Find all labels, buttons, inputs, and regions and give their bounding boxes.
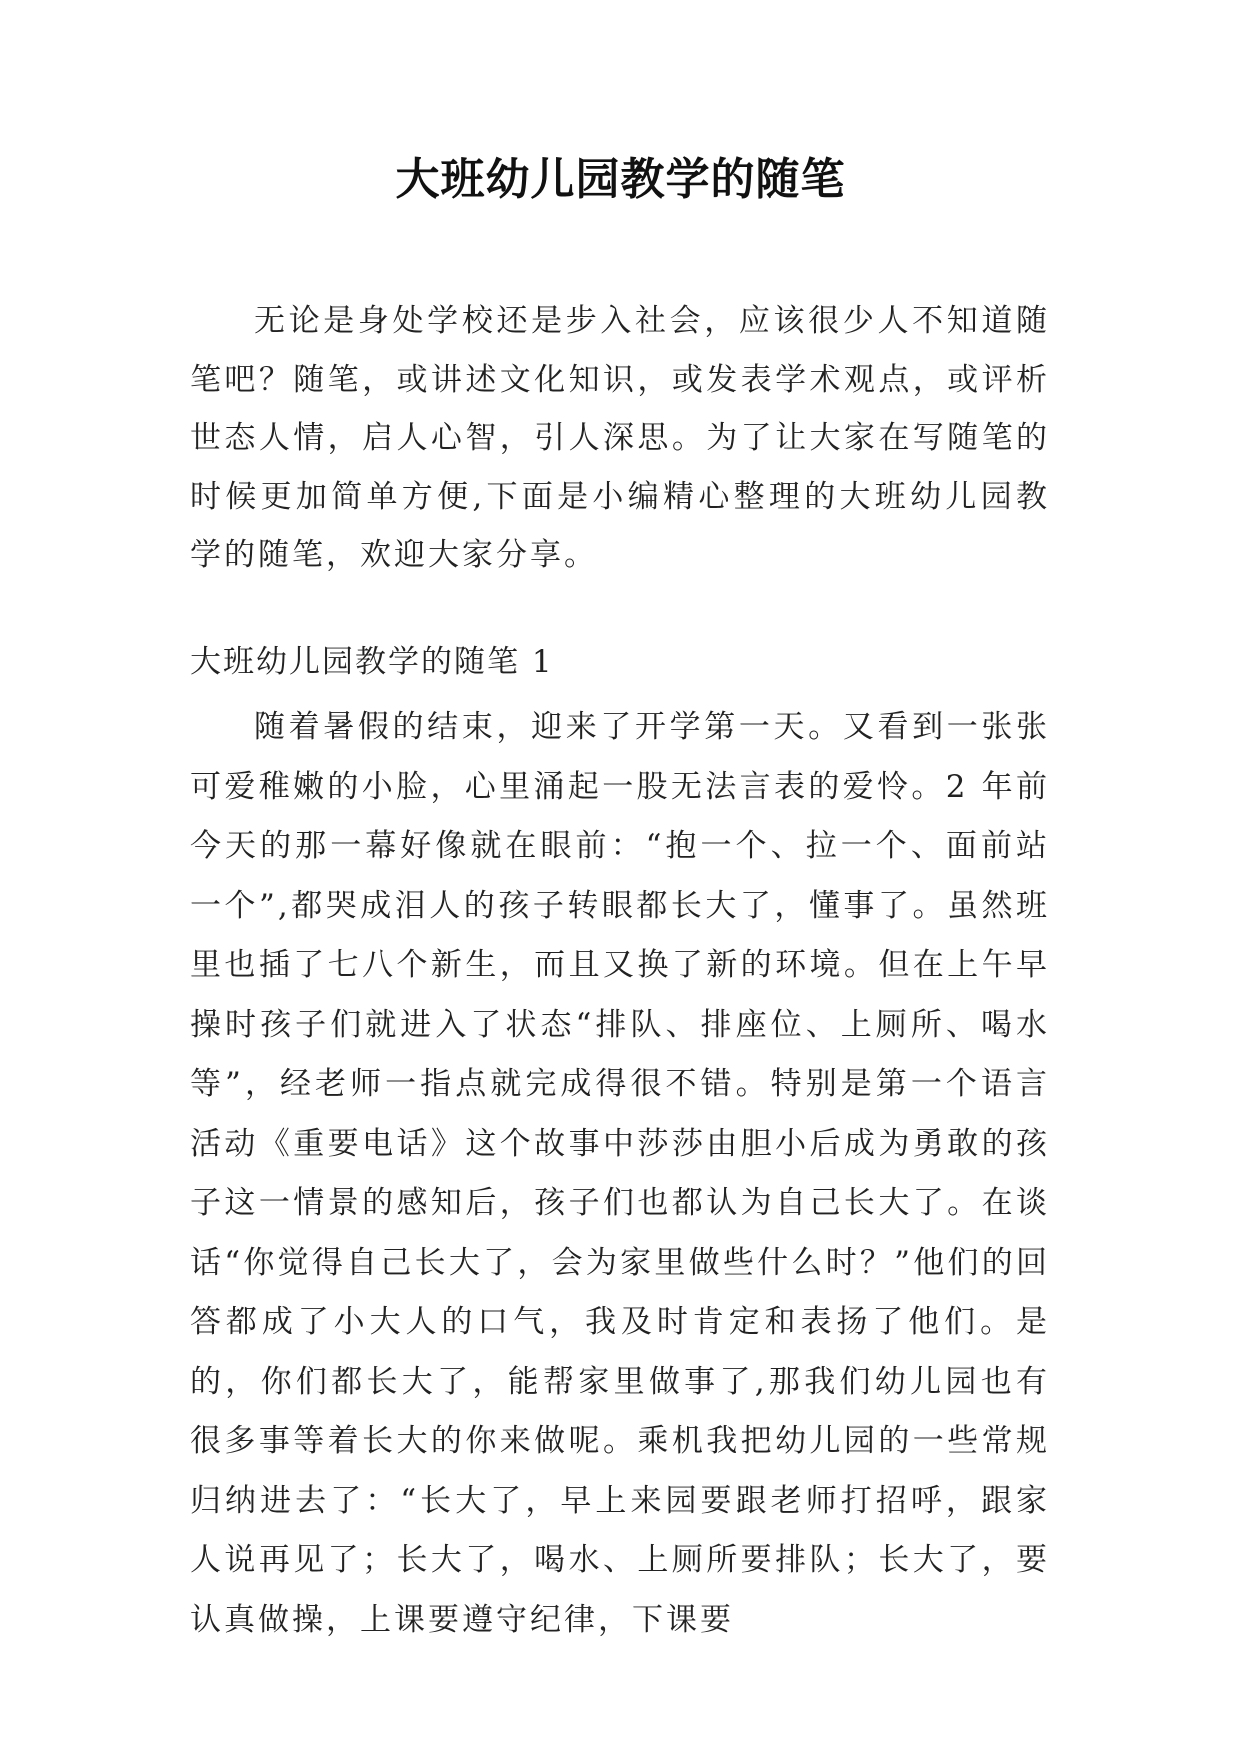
document-title: 大班幼儿园教学的随笔 [395,154,846,205]
section-paragraph: 随着暑假的结束，迎来了开学第一天。又看到一张张可爱稚嫩的小脸，心里涌起一股无法言表的爱怜。2 年前今天的那一幕好像就在眼前：“抱一个、拉一个、面前站一个”,都哭成泪人的孩子转眼都长大了，懂事了。虽然班里也插了七八个新生，而且又换了新的环境。但在上午早操时孩子们就进入了状态“排队、排座位、上厕所、喝水等”，经老师一指点就完成得很不错。特别是第一个语言活动《重要电话》这个故事中莎莎由胆小后成为勇敢的孩子这一情景的感知后，孩子们也都认为自己长大了。在谈话“你觉得自己长大了，会为家里做些什么时？”他们的回答都成了小大人的口气，我及时肯定和表扬了他们。是的，你们都长大了，能帮家里做事了,那我们幼儿园也有很多事等着长大的你来做呢。乘机我把幼儿园的一些常规归纳进去了：“长大了，早上来园要跟老师打招呼，跟家人说再见了；长大了，喝水、上厕所要排队；长大了，要认真做操，上课要遵守纪律，下课要 [190,709,1050,1638]
section-heading: 大班幼儿园教学的随笔 1 [190,644,554,680]
intro-paragraph: 无论是身处学校还是步入社会，应该很少人不知道随笔吧？随笔，或讲述文化知识，或发表学术观点，或评析世态人情，启人心智，引人深思。为了让大家在写随笔的时候更加简单方便,下面是小编精心整理的大班幼儿园教学的随笔，欢迎大家分享。 [190,303,1050,573]
